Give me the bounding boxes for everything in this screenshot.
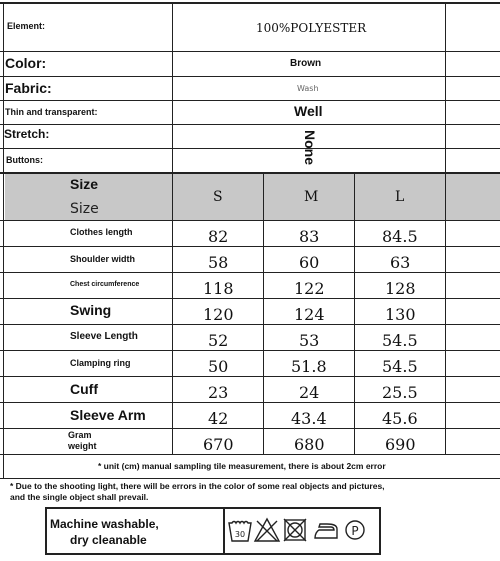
- cell-value: 83: [299, 227, 320, 246]
- cell-value: 58: [208, 253, 229, 272]
- care-label-line1: Machine washable,: [50, 517, 159, 531]
- rule: [0, 402, 500, 403]
- row-label: Clothes length: [70, 227, 133, 237]
- thin-value: Well: [294, 103, 323, 119]
- row-label: Sleeve Arm: [70, 407, 146, 423]
- cell-value: 54.5: [382, 331, 418, 350]
- iron-icon: [315, 524, 337, 538]
- cell-value: 118: [203, 279, 234, 298]
- wash-30-icon: [229, 522, 251, 542]
- stretch-value: None: [302, 130, 318, 165]
- color-value: Brown: [290, 58, 322, 69]
- fabric-value: Wash: [297, 84, 319, 93]
- size-s-header: S: [213, 189, 223, 205]
- rule: [3, 2, 4, 478]
- cell-value: 43.4: [291, 409, 327, 428]
- rule: [0, 324, 500, 325]
- rule: [0, 51, 500, 52]
- row-label: Clamping ring: [70, 358, 131, 368]
- wash-temp-text: 30: [234, 530, 246, 539]
- row-label: Chest circumference: [70, 281, 140, 288]
- stretch-label: Stretch:: [4, 127, 50, 141]
- size-l-header: L: [395, 189, 405, 205]
- no-bleach-icon: [255, 519, 279, 541]
- fabric-label: Fabric:: [5, 80, 52, 96]
- cell-value: 23: [208, 383, 229, 402]
- care-icons: [227, 515, 377, 549]
- cell-value: 53: [299, 331, 320, 350]
- rule: [0, 220, 500, 221]
- rule: [0, 76, 500, 77]
- cell-value: 51.8: [291, 357, 327, 376]
- cell-value: 690: [385, 435, 416, 454]
- cell-value: 50: [208, 357, 229, 376]
- rule: [0, 100, 500, 101]
- cell-value: 130: [385, 305, 416, 324]
- unit-note: * unit (cm) manual sampling tile measurement, there is about 2cm error: [98, 461, 386, 471]
- rule: [354, 173, 355, 454]
- cell-value: 54.5: [382, 357, 418, 376]
- rule: [0, 478, 500, 479]
- rule: [445, 2, 446, 454]
- cell-value: 120: [203, 305, 234, 324]
- row-label: Shoulder width: [70, 254, 135, 264]
- rule: [0, 298, 500, 299]
- element-label: Element:: [7, 21, 46, 31]
- rule: [0, 246, 500, 247]
- row-label: Sleeve Length: [70, 331, 138, 342]
- cell-value: 63: [390, 253, 411, 272]
- dryclean-letter-text: P: [351, 524, 359, 538]
- cell-value: 670: [203, 435, 234, 454]
- rule: [0, 2, 500, 4]
- rule: [0, 350, 500, 351]
- size-header-label: Size: [70, 176, 99, 192]
- light-note-line2: and the single object shall prevail.: [10, 492, 149, 502]
- cell-value: 52: [208, 331, 229, 350]
- rule: [0, 454, 500, 455]
- cell-value: 82: [208, 227, 229, 246]
- cell-value: 25.5: [382, 383, 418, 402]
- rule: [0, 376, 500, 377]
- cell-value: 122: [294, 279, 325, 298]
- rule: [0, 124, 500, 125]
- size-m-header: M: [304, 189, 319, 205]
- rule: [0, 272, 500, 273]
- cell-value: 42: [208, 409, 229, 428]
- row-label: Swing: [70, 302, 112, 318]
- cell-value: 24: [299, 383, 320, 402]
- cell-value: 124: [294, 305, 325, 324]
- rule: [172, 2, 173, 454]
- cell-value: 84.5: [382, 227, 418, 246]
- cell-value: 45.6: [382, 409, 418, 428]
- rule: [0, 172, 500, 174]
- care-divider: [223, 509, 225, 553]
- rule: [0, 428, 500, 429]
- size-header-sublabel: Size: [70, 201, 99, 217]
- rule: [263, 173, 264, 454]
- no-tumble-dry-icon: [284, 519, 306, 541]
- care-instructions-box: [45, 507, 381, 555]
- color-label: Color:: [5, 55, 47, 71]
- row-label: Cuff: [70, 381, 98, 397]
- cell-value: 60: [299, 253, 320, 272]
- thin-label: Thin and transparent:: [5, 107, 98, 117]
- dry-clean-p-icon: [346, 521, 364, 539]
- light-note-line1: * Due to the shooting light, there will be errors in the color of some real objects and pictures,: [10, 481, 385, 491]
- element-value: 100%POLYESTER: [256, 21, 367, 35]
- cell-value: 680: [294, 435, 325, 454]
- buttons-label: Buttons:: [6, 155, 43, 165]
- row-label: Gram weight: [68, 430, 97, 451]
- care-label-line2: dry cleanable: [70, 533, 147, 547]
- cell-value: 128: [385, 279, 416, 298]
- rule: [0, 148, 500, 149]
